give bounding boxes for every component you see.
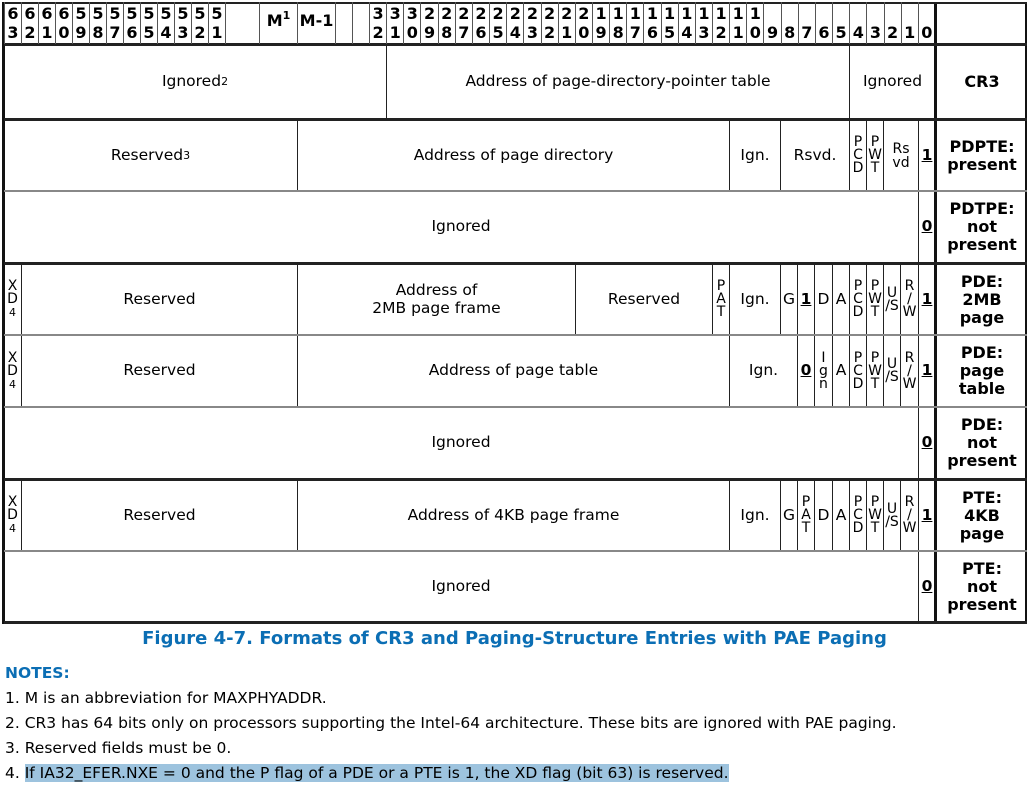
pdpte-ign: Ign. [729, 121, 780, 190]
notes-title: NOTES: [5, 664, 70, 682]
pde2mb-g: G [780, 265, 797, 334]
pdpte-pwt: P W T [866, 121, 883, 190]
pde2mb-present-bit: 1 [918, 265, 935, 334]
bit-15: 1 5 [661, 2, 678, 44]
pdept-xd: X D 4 [7, 349, 18, 391]
pte-g: G [780, 481, 797, 550]
pdept-rw: R / W [900, 336, 918, 406]
bit-21: 2 1 [558, 2, 575, 44]
bit-53: 5 3 [174, 2, 191, 44]
bit-11: 1 1 [729, 2, 746, 44]
pte-reserved: Reserved [21, 481, 297, 550]
bit-61: 6 1 [38, 2, 55, 44]
bit-59: 5 9 [72, 2, 89, 44]
note-1: 1. M is an abbreviation for MAXPHYADDR. [5, 689, 327, 707]
bit-57: 5 7 [106, 2, 123, 44]
bit-5: 5 [832, 2, 849, 44]
bit-13: 1 3 [695, 2, 712, 44]
row-label-pte-not-present: PTE: not present [947, 558, 1017, 614]
bit-17: 1 7 [626, 2, 643, 44]
pdept-ps: 0 [797, 336, 814, 406]
bit-25: 2 5 [489, 2, 506, 44]
row-label-pdpte-not-present: PDTPE: not present [947, 199, 1017, 254]
row-label-pde-2mb: PDE: 2MB page [959, 271, 1005, 327]
pte-xd: X D 4 [7, 494, 18, 535]
bit-63: 6 3 [4, 2, 21, 44]
pte-pwt: P W T [866, 481, 883, 550]
pde2mb-ps: 1 [797, 265, 814, 334]
pde2mb-reserved: Reserved [21, 265, 297, 334]
bit-3: 3 [866, 2, 883, 44]
bit-60: 6 0 [55, 2, 72, 44]
pdept-table-address: Address of page table [297, 336, 729, 406]
pde2mb-frame-address: Address of 2MB page frame [297, 265, 575, 334]
pdpte-rsvd-low: Rs vd [883, 121, 918, 190]
pte-np-ignored: Ignored [431, 576, 491, 595]
bottom-border [4, 621, 1027, 624]
bit-52: 5 2 [191, 2, 208, 44]
bit-m-minus-1: M-1 [297, 2, 335, 44]
cr3-ignored-high: Ignored 2 [161, 72, 229, 91]
bit-24: 2 4 [506, 2, 523, 44]
bit-10: 1 0 [746, 2, 763, 44]
bit-gap [225, 2, 259, 44]
pte-present-bit: 1 [918, 481, 935, 550]
bit-26: 2 6 [472, 2, 489, 44]
row-label-pde-not-present: PDE: not present [947, 415, 1017, 470]
pte-rw: R / W [900, 481, 918, 550]
bit-56: 5 6 [123, 2, 140, 44]
pde2mb-d: D [814, 265, 832, 334]
pte-pat: P A T [797, 481, 814, 550]
bit-m: $M^1$ [259, 2, 297, 44]
pde2mb-a: A [832, 265, 849, 334]
pde-np-present-bit: 0 [918, 408, 935, 478]
pte-ign: Ign. [729, 481, 780, 550]
pdpte-pd-address: Address of page directory [297, 121, 729, 190]
bit-27: 2 7 [455, 2, 472, 44]
row-label-pte-4kb: PTE: 4KB page [959, 487, 1005, 543]
note-4: 4. If IA32_EFER.NXE = 0 and the P flag of a PDE or a PTE is 1, the XD flag (bit 63) is reserved. [5, 764, 729, 782]
bit-30: 3 0 [403, 2, 420, 44]
bit-7: 7 [798, 2, 815, 44]
pte-d: D [814, 481, 832, 550]
pte-pcd: P C D [849, 481, 866, 550]
row-label-pdpte-present: PDPTE: present [947, 136, 1017, 174]
pdept-pcd: P C D [849, 336, 866, 406]
bit-29: 2 9 [420, 2, 437, 44]
bit-16: 1 6 [643, 2, 660, 44]
bit-4: 4 [849, 2, 866, 44]
bit-gap [335, 2, 352, 44]
pde2mb-pcd: P C D [849, 265, 866, 334]
pdept-present-bit: 1 [918, 336, 935, 406]
bit-19: 1 9 [592, 2, 609, 44]
bit-8: 8 [781, 2, 798, 44]
bit-20: 2 0 [575, 2, 592, 44]
bit-6: 6 [815, 2, 832, 44]
pte-np-present-bit: 0 [918, 552, 935, 621]
bit-22: 2 2 [541, 2, 558, 44]
notes-section [5, 664, 897, 787]
bit-gap [352, 2, 369, 44]
pdpte-pcd: P C D [849, 121, 866, 190]
bit-51: 5 1 [208, 2, 225, 44]
cr3-pdpt-address: Address of page-directory-pointer table [386, 46, 849, 118]
bit-31: 3 1 [386, 2, 403, 44]
bit-55: 5 5 [140, 2, 157, 44]
bit-12: 1 2 [712, 2, 729, 44]
bit-1: 1 [901, 2, 918, 44]
selected-text[interactable]: If IA32_EFER.NXE = 0 and the P flag of a PDE or a PTE is 1, the XD flag (bit 63) is reserved. [24, 764, 729, 782]
bit-14: 1 4 [678, 2, 695, 44]
note-3: 3. Reserved fields must be 0. [5, 739, 232, 757]
pdept-a: A [832, 336, 849, 406]
bit-28: 2 8 [438, 2, 455, 44]
pde2mb-ign: Ign. [729, 265, 780, 334]
pdept-pwt: P W T [866, 336, 883, 406]
row-label-pde-page-table: PDE: page table [958, 343, 1006, 398]
bit-18: 1 8 [609, 2, 626, 44]
pde2mb-rw: R / W [900, 265, 918, 334]
pdept-ign: Ign. [729, 336, 797, 406]
row-label-cr3: CR3 [964, 72, 1000, 91]
pde2mb-pwt: P W T [866, 265, 883, 334]
pte-a: A [832, 481, 849, 550]
note-2: 2. CR3 has 64 bits only on processors supporting the Intel-64 architecture. These bits are ignored with PAE paging. [5, 714, 897, 732]
pte-us: U /S [883, 481, 900, 550]
pdpte-rsvd: Rsvd. [780, 121, 849, 190]
bit-62: 6 2 [21, 2, 38, 44]
pte-frame-address: Address of 4KB page frame [297, 481, 729, 550]
pde2mb-xd: X D 4 [7, 278, 18, 319]
bit-23: 2 3 [523, 2, 540, 44]
bit-58: 5 8 [89, 2, 106, 44]
pde2mb-reserved-low: Reserved [575, 265, 712, 334]
bit-2: 2 [884, 2, 901, 44]
pdpte-present-bit: 1 [918, 121, 935, 190]
figure-caption: Figure 4-7. Formats of CR3 and Paging-Structure Entries with PAE Paging [142, 628, 887, 649]
pdpte-reserved: Reserved 3 [110, 145, 191, 164]
pdpte-np-present-bit: 0 [918, 192, 935, 262]
pdpte-np-ignored: Ignored [431, 217, 491, 236]
pde-np-ignored: Ignored [431, 433, 491, 452]
pde2mb-us: U /S [883, 265, 900, 334]
pde2mb-pat: P A T [712, 265, 729, 334]
bit-32: 3 2 [369, 2, 386, 44]
bit-54: 5 4 [157, 2, 174, 44]
cr3-ignored-low: Ignored [849, 46, 935, 118]
bit-9: 9 [763, 2, 780, 44]
bit-0: 0 [918, 2, 935, 44]
pdept-ign-bit: I g n [814, 336, 832, 406]
pdept-us: U /S [883, 336, 900, 406]
pdept-reserved: Reserved [21, 336, 297, 406]
